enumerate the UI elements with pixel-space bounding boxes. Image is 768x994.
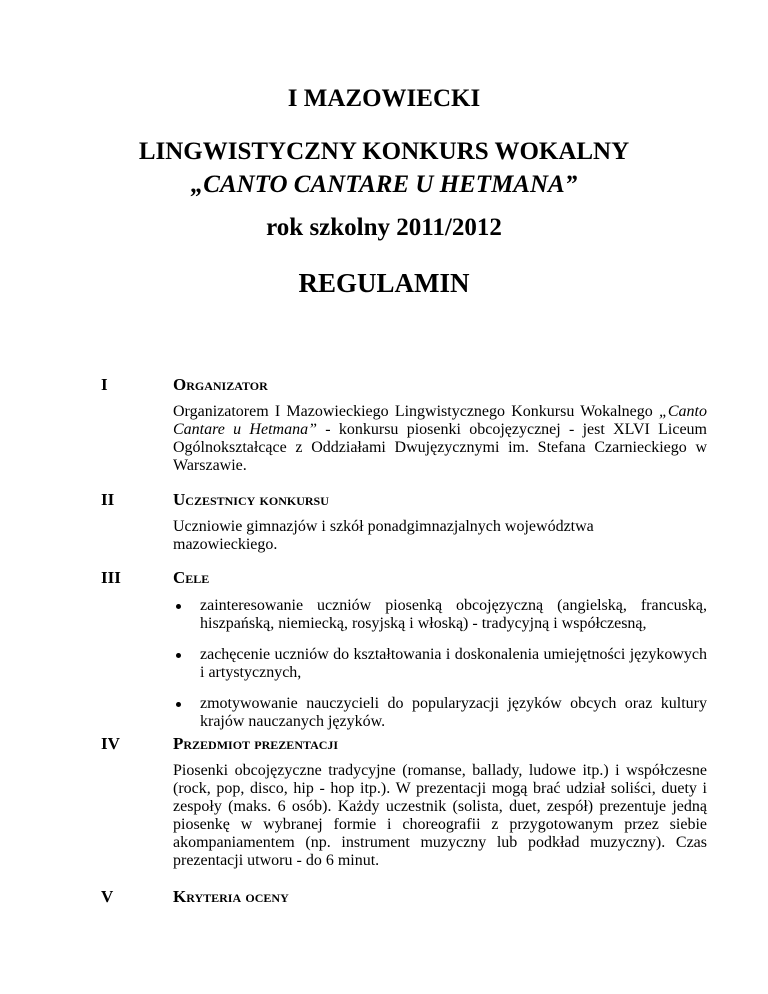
bullet-icon: [176, 653, 181, 658]
list-item: [173, 597, 707, 633]
section-paragraph: [173, 403, 707, 475]
section-heading: Cele: [173, 568, 210, 587]
paragraph-italic-text: „Canto Cantare u Hetmana”: [173, 403, 707, 438]
list-item: [173, 646, 707, 682]
competition-number-title: I MAZOWIECKI: [287, 85, 481, 112]
section-number: III: [101, 568, 121, 587]
section-number: I: [101, 375, 108, 394]
list-item-text: zachęcenie uczniów do kształtowania i doskonalenia umiejętności językowych i artystycznych,: [200, 646, 707, 681]
bullet-icon: [176, 702, 181, 707]
document-title: REGULAMIN: [298, 268, 470, 298]
section-heading: Kryteria oceny: [173, 887, 289, 906]
section-number: V: [101, 887, 114, 906]
list-item-text: zmotywowanie nauczycieli do popularyzacji języków obcych oraz kultury krajów nauczanych języków.: [200, 695, 707, 730]
section-heading: Uczestnicy konkursu: [173, 490, 329, 509]
section-number: II: [101, 490, 115, 509]
list-item: [173, 695, 707, 731]
section-heading: Przedmiot prezentacji: [173, 734, 339, 753]
list-item-text: zainteresowanie uczniów piosenką obcojęzyczną (angielską, francuską, hiszpańską, niemiecką, rosyjską i włoską) - tradycyjną i współczesną,: [200, 597, 707, 632]
paragraph-text: Organizatorem I Mazowieckiego Lingwistycznego Konkursu Wokalnego: [173, 403, 659, 420]
section-paragraph: Piosenki obcojęzyczne tradycyjne (romanse, ballady, ludowe itp.) i współczesne (rock, pop, disco, hip - hop itp.). W prezentacji mogą brać udział soliści, duety i zespoły (maks. 6 osób). Każdy uczestnik (solista, duet, zespół) prezentuje jedną piosenkę w wybranej formie i choreografii z przygotowanym przez siebie akompaniamentem (np. instrument muzyczny lub podkład muzyczny). Czas prezentacji utworu - do 6 minut.: [173, 762, 707, 869]
section-paragraph: Uczniowie gimnazjów i szkół ponadgimnazjalnych województwa mazowieckiego.: [173, 518, 594, 553]
section-heading: Organizator: [173, 375, 268, 394]
paragraph-text: - konkursu piosenki obcojęzycznej - jest XLVI Liceum Ogólnokształcące z Oddziałami Dwujęzycznymi im. Stefana Czarnieckiego w Warszawie.: [173, 421, 708, 474]
bullet-icon: [176, 604, 181, 609]
competition-motto-title: „CANTO CANTARE U HETMANA”: [190, 171, 578, 198]
goals-list: [173, 597, 707, 744]
school-year-title: rok szkolny 2011/2012: [266, 214, 502, 241]
competition-name-title: LINGWISTYCZNY KONKURS WOKALNY: [138, 138, 630, 165]
section-number: IV: [101, 734, 120, 753]
